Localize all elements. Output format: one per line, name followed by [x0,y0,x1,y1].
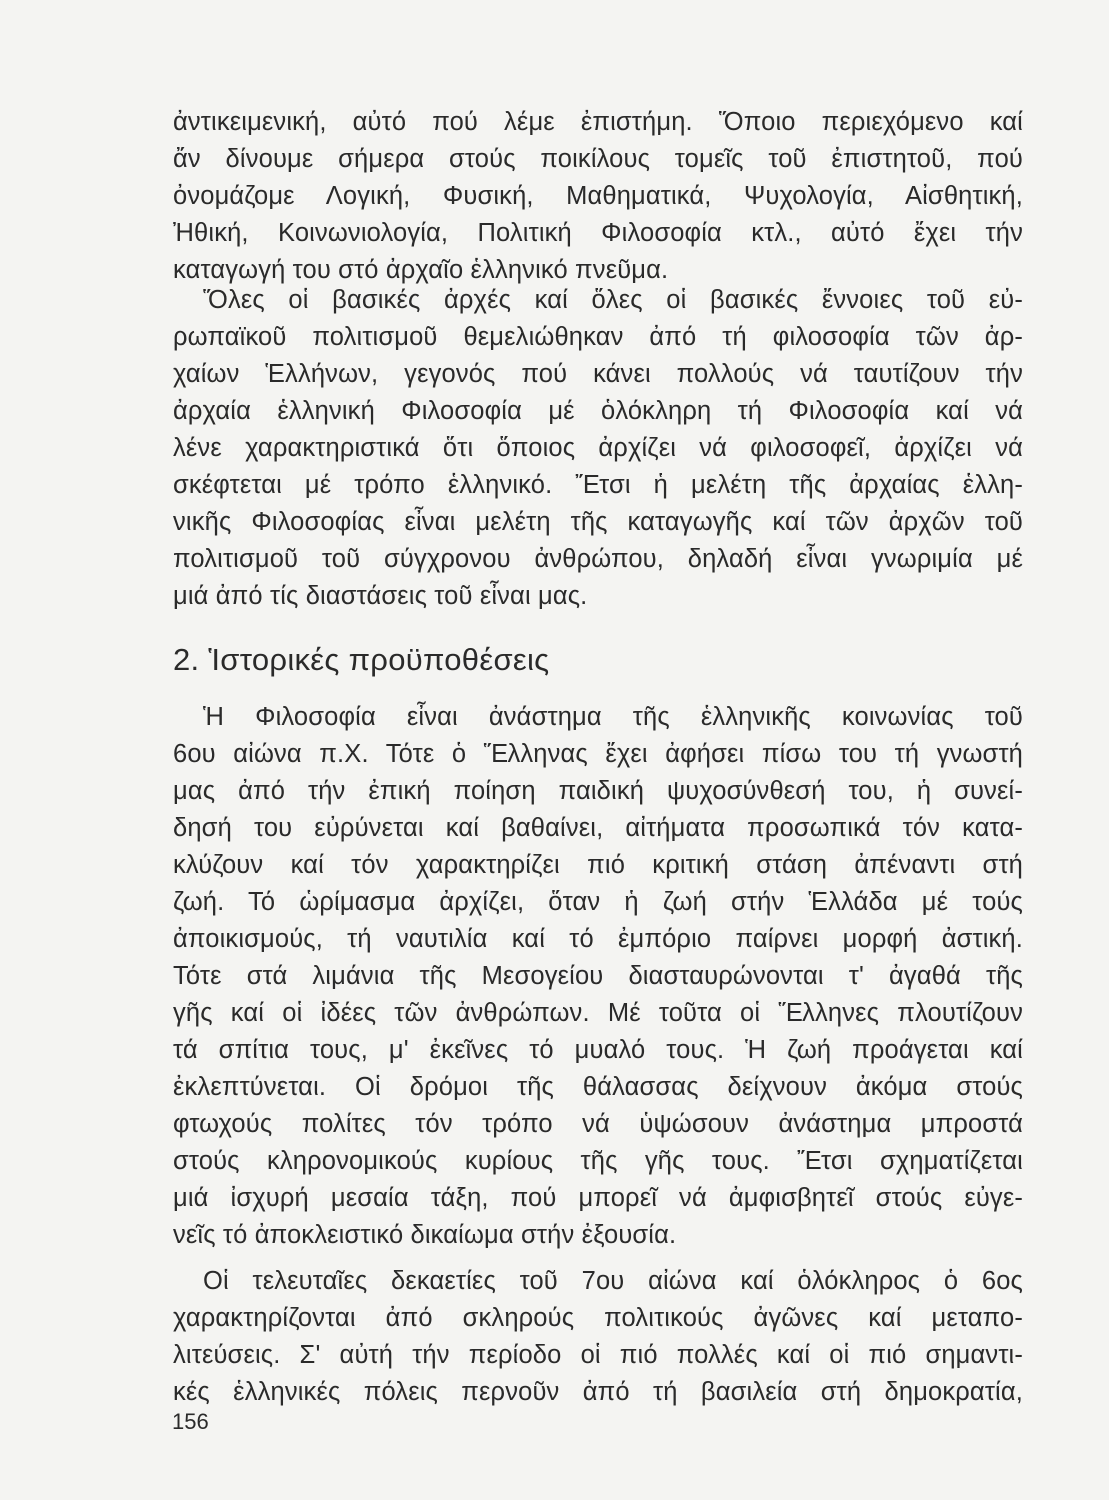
text-line: μιά ἰσχυρή μεσαία τάξη, πού μπορεῖ νά ἀμφισβητεῖ στούς εὐγε- [173,1184,1023,1212]
text-line: ρωπαϊκοῦ πολιτισμοῦ θεμελιώθηκαν ἀπό τή φιλοσοφία τῶν ἀρ- [173,323,1023,351]
text-line: γῆς καί οἱ ἰδέες τῶν ἀνθρώπων. Μέ τοῦτα οἱ Ἕλληνες πλουτίζουν [173,999,1023,1027]
text-line: ἀντικειμενική, αὐτό πού λέμε ἐπιστήμη. Ὅποιο περιεχόμενο καί [173,108,1023,136]
text-line: ἀποικισμούς, τή ναυτιλία καί τό ἐμπόριο παίρνει μορφή ἀστική. [173,925,1023,953]
text-line: λένε χαρακτηριστικά ὅτι ὅποιος ἀρχίζει νά φιλοσοφεῖ, ἀρχίζει νά [173,434,1023,462]
text-line: πολιτισμοῦ τοῦ σύγχρονου ἀνθρώπου, δηλαδή εἶναι γνωριμία μέ [173,545,1023,573]
text-line: Ὅλες οἱ βασικές ἀρχές καί ὅλες οἱ βασικές ἔννοιες τοῦ εὐ- [203,286,1023,314]
text-line: λιτεύσεις. Σ' αὐτή τήν περίοδο οἱ πιό πολλές καί οἱ πιό σημαντι- [173,1341,1023,1369]
text-line: ὀνομάζομε Λογική, Φυσική, Μαθηματικά, Ψυχολογία, Αἰσθητική, [173,182,1023,210]
text-line: Ἠθική, Κοινωνιολογία, Πολιτική Φιλοσοφία κτλ., αὐτό ἔχει τήν [173,219,1023,247]
text-line: κές ἑλληνικές πόλεις περνοῦν ἀπό τή βασιλεία στή δημοκρατία, [173,1378,1023,1406]
text-line: χαίων Ἑλλήνων, γεγονός πού κάνει πολλούς νά ταυτίζουν τήν [173,360,1023,388]
section-heading: 2. Ἱστορικές προϋποθέσεις [173,642,550,677]
text-line: μας ἀπό τήν ἐπική ποίηση παιδική ψυχοσύνθεσή του, ἡ συνεί- [173,777,1023,805]
text-line: Ἡ Φιλοσοφία εἶναι ἀνάστημα τῆς ἑλληνικῆς κοινωνίας τοῦ [203,703,1023,731]
text-line: χαρακτηρίζονται ἀπό σκληρούς πολιτικούς ἀγῶνες καί μεταπο- [173,1304,1023,1332]
text-line: καταγωγή του στό ἀρχαῖο ἑλληνικό πνεῦμα. [173,256,669,284]
text-line: ἐκλεπτύνεται. Οἱ δρόμοι τῆς θάλασσας δείχνουν ἀκόμα στούς [173,1073,1023,1101]
text-line: νικῆς Φιλοσοφίας εἶναι μελέτη τῆς καταγωγῆς καί τῶν ἀρχῶν τοῦ [173,508,1023,536]
page-number: 156 [172,1409,209,1434]
text-line: Οἱ τελευταῖες δεκαετίες τοῦ 7ου αἰώνα καί ὁλόκληρος ὁ 6ος [203,1267,1023,1295]
text-line: ζωή. Τό ὡρίμασμα ἀρχίζει, ὅταν ἡ ζωή στήν Ἑλλάδα μέ τούς [173,888,1023,916]
text-line: Τότε στά λιμάνια τῆς Μεσογείου διασταυρώνονται τ' ἀγαθά τῆς [173,962,1023,990]
text-line: νεῖς τό ἀποκλειστικό δικαίωμα στήν ἐξουσία. [173,1221,677,1249]
text-line: 6ου αἰώνα π.Χ. Τότε ὁ Ἕλληνας ἔχει ἀφήσει πίσω του τή γνωστή [173,740,1023,768]
text-line: κλύζουν καί τόν χαρακτηρίζει πιό κριτική στάση ἀπέναντι στή [173,851,1023,879]
text-line: τά σπίτια τους, μ' ἐκεῖνες τό μυαλό τους. Ἡ ζωή προάγεται καί [173,1036,1023,1064]
text-line: φτωχούς πολίτες τόν τρόπο νά ὑψώσουν ἀνάστημα μπροστά [173,1110,1023,1138]
text-line: δησή του εὐρύνεται καί βαθαίνει, αἰτήματα προσωπικά τόν κατα- [173,814,1023,842]
text-line: ἀρχαία ἑλληνική Φιλοσοφία μέ ὁλόκληρη τή Φιλοσοφία καί νά [173,397,1023,425]
text-line: στούς κληρονομικούς κυρίους τῆς γῆς τους. Ἔτσι σχηματίζεται [173,1147,1023,1175]
text-line: σκέφτεται μέ τρόπο ἑλληνικό. Ἔτσι ἡ μελέτη τῆς ἀρχαίας ἑλλη- [173,471,1023,499]
text-line: ἄν δίνουμε σήμερα στούς ποικίλους τομεῖς τοῦ ἐπιστητοῦ, πού [173,145,1023,173]
text-line: μιά ἀπό τίς διαστάσεις τοῦ εἶναι μας. [173,582,588,610]
